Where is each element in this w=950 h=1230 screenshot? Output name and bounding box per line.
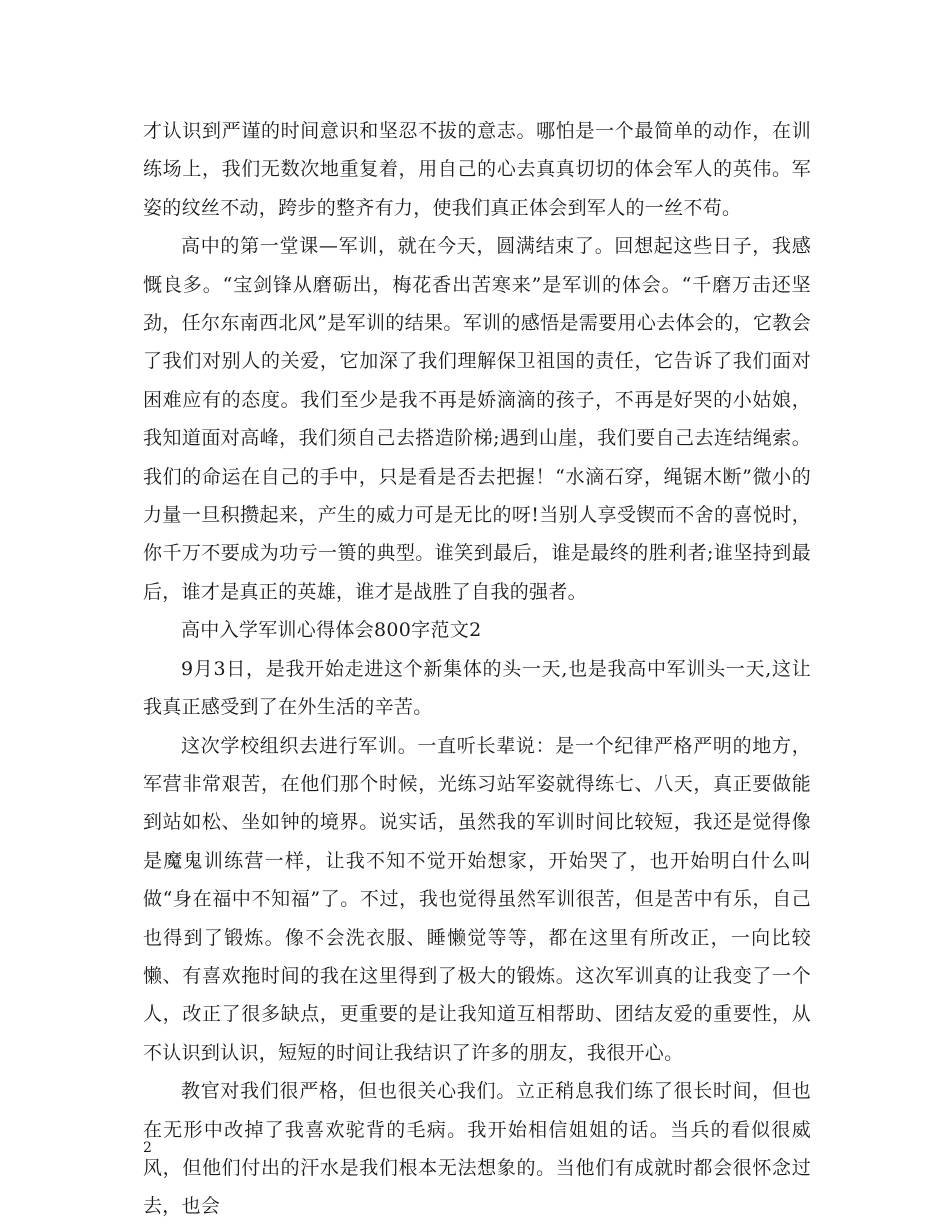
document-body: [143, 112, 811, 1226]
section-heading: 高中入学军训心得体会800字范文2: [181, 619, 482, 642]
paragraph-continuation: 才认识到严谨的时间意识和坚忍不拔的意志。哪怕是一个最简单的动作，在训练场上，我们无数次地重复着，用自己的心去真真切切的体会军人的英伟。军姿的纹丝不动，跨步的整齐有力，使我们真正体会到军人的一丝不苟。: [143, 120, 811, 219]
paragraph-instructor: 教官对我们很严格，但也很关心我们。立正稍息我们练了很长时间，但也在无形中改掉了我喜欢驼背的毛病。我开始相信姐姐的话。当兵的看似很威风，但他们付出的汗水是我们根本无法想象的。当他们有成就时都会很怀念过去，也会: [143, 1080, 811, 1218]
paragraph-conclusion: 高中的第一堂课—军训，就在今天，圆满结束了。回想起这些日子，我感慨良多。“宝剑锋从磨砺出，梅花香出苦寒来”是军训的体会。“千磨万击还坚劲，任尔东南西北风”是军训的结果。军训的感悟是需要用心去体会的，它教会了我们对别人的关爱，它加深了我们理解保卫祖国的责任，它告诉了我们面对困难应有的态度。我们至少是我不再是娇滴滴的孩子，不再是好哭的小姑娘，我知道面对高峰，我们须自己去搭造阶梯;遇到山崖，我们要自己去连结绳索。我们的命运在自己的手中，只是看是否去把握！“水滴石穿，绳锯木断”微小的力量一旦积攒起来，产生的威力可是无比的呀!当别人享受锲而不舍的喜悦时，你千万不要成为功亏一篑的典型。谁笑到最后，谁是最终的胜利者;谁坚持到最后，谁才是真正的英雄，谁才是战胜了自我的强者。: [143, 235, 811, 603]
paragraph-intro: 9月3日，是我开始走进这个新集体的头一天,也是我高中军训头一天,这让我真正感受到了在外生活的辛苦。: [143, 657, 811, 719]
page-number: 2: [143, 1140, 152, 1156]
paragraph-training: 这次学校组织去进行军训。一直听长辈说：是一个纪律严格严明的地方，军营非常艰苦，在他们那个时候，光练习站军姿就得练七、八天，真正要做能到站如松、坐如钟的境界。说实话，虽然我的军训时间比较短，我还是觉得像是魔鬼训练营一样，让我不知不觉开始想家，开始哭了，也开始明白什么叫做“身在福中不知福”了。不过，我也觉得虽然军训很苦，但是苦中有乐，自己也得到了锻炼。像不会洗衣服、睡懒觉等等，都在这里有所改正，一向比较懒、有喜欢拖时间的我在这里得到了极大的锻炼。这次军训真的让我变了一个人，改正了很多缺点，更重要的是让我知道互相帮助、团结友爱的重要性，从不认识到认识，短短的时间让我结识了许多的朋友，我很开心。: [143, 734, 811, 1064]
